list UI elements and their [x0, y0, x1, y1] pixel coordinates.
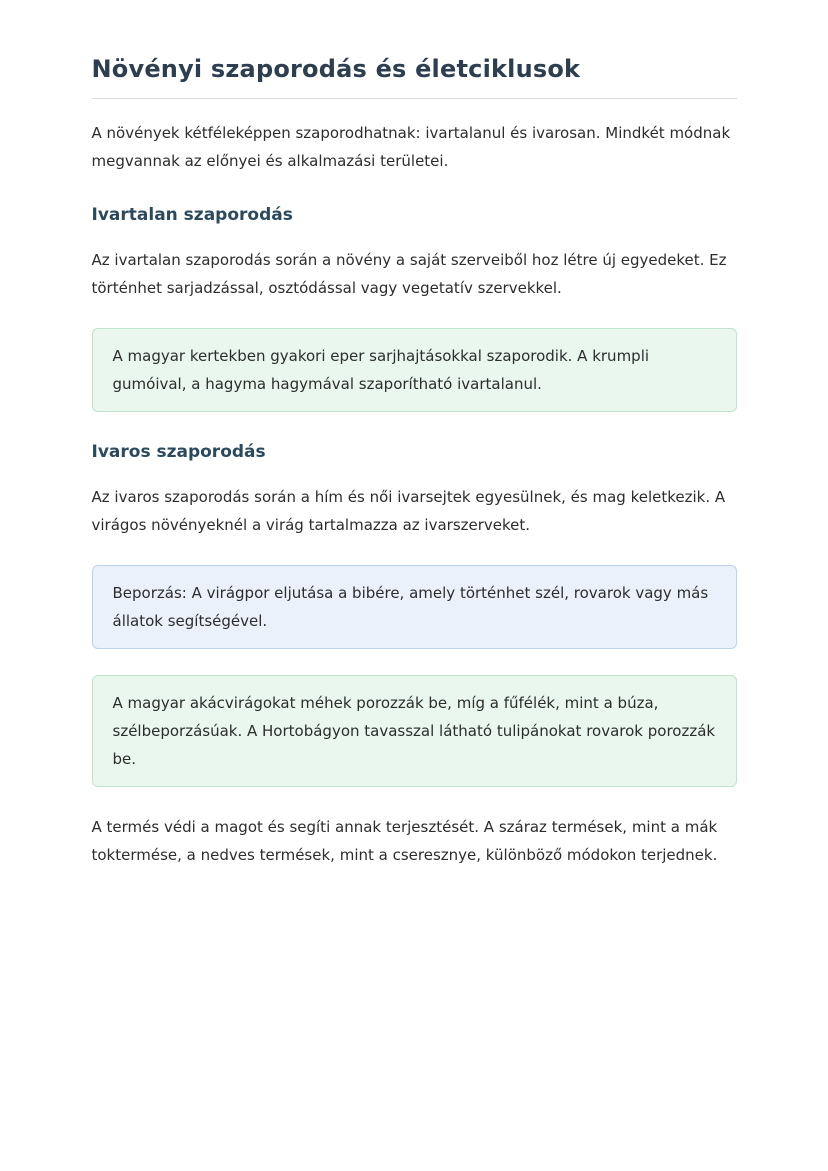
- example-callout-2-text: A magyar akácvirágokat méhek porozzák be, míg a fűfélék, mint a búza, szélbeporzásúak. A Hortobágyon tavasszal látható tulipánokat rovarok porozzák be.: [112, 694, 716, 768]
- section-heading-ivaros: Ivaros szaporodás: [91, 442, 266, 462]
- section-paragraph-ivartalan: Az ivartalan szaporodás során a növény a saját szerveiből hoz létre új egyedeket. Ez történhet sarjadzással, osztódással vagy vegetatív szervekkel.: [91, 251, 727, 297]
- example-callout-1: [92, 328, 737, 412]
- example-callout-2: [92, 675, 737, 787]
- definition-callout-text: Beporzás: A virágpor eljutása a bibére, amely történhet szél, rovarok vagy más állatok segítségével.: [112, 584, 709, 630]
- section-heading-ivartalan: Ivartalan szaporodás: [91, 205, 293, 225]
- document-page: [92, 0, 737, 969]
- page-title: Növényi szaporodás és életciklusok: [91, 55, 581, 83]
- outro-paragraph: A termés védi a magot és segíti annak terjesztését. A száraz termések, mint a mák toktermése, a nedves termések, mint a cseresznye, különböző módokon terjednek.: [91, 818, 718, 864]
- example-callout-1-text: A magyar kertekben gyakori eper sarjhajtásokkal szaporodik. A krumpli gumóival, a hagyma hagymával szaporítható ivartalanul.: [112, 347, 650, 393]
- intro-paragraph: A növények kétféleképpen szaporodhatnak: ivartalanul és ivarosan. Mindkét módnak megvannak az előnyei és alkalmazási területei.: [91, 124, 731, 170]
- definition-callout: [92, 565, 737, 649]
- title-divider: [92, 98, 737, 99]
- section-paragraph-ivaros: Az ivaros szaporodás során a hím és női ivarsejtek egyesülnek, és mag keletkezik. A virágos növényeknél a virág tartalmazza az ivarszerveket.: [91, 488, 726, 534]
